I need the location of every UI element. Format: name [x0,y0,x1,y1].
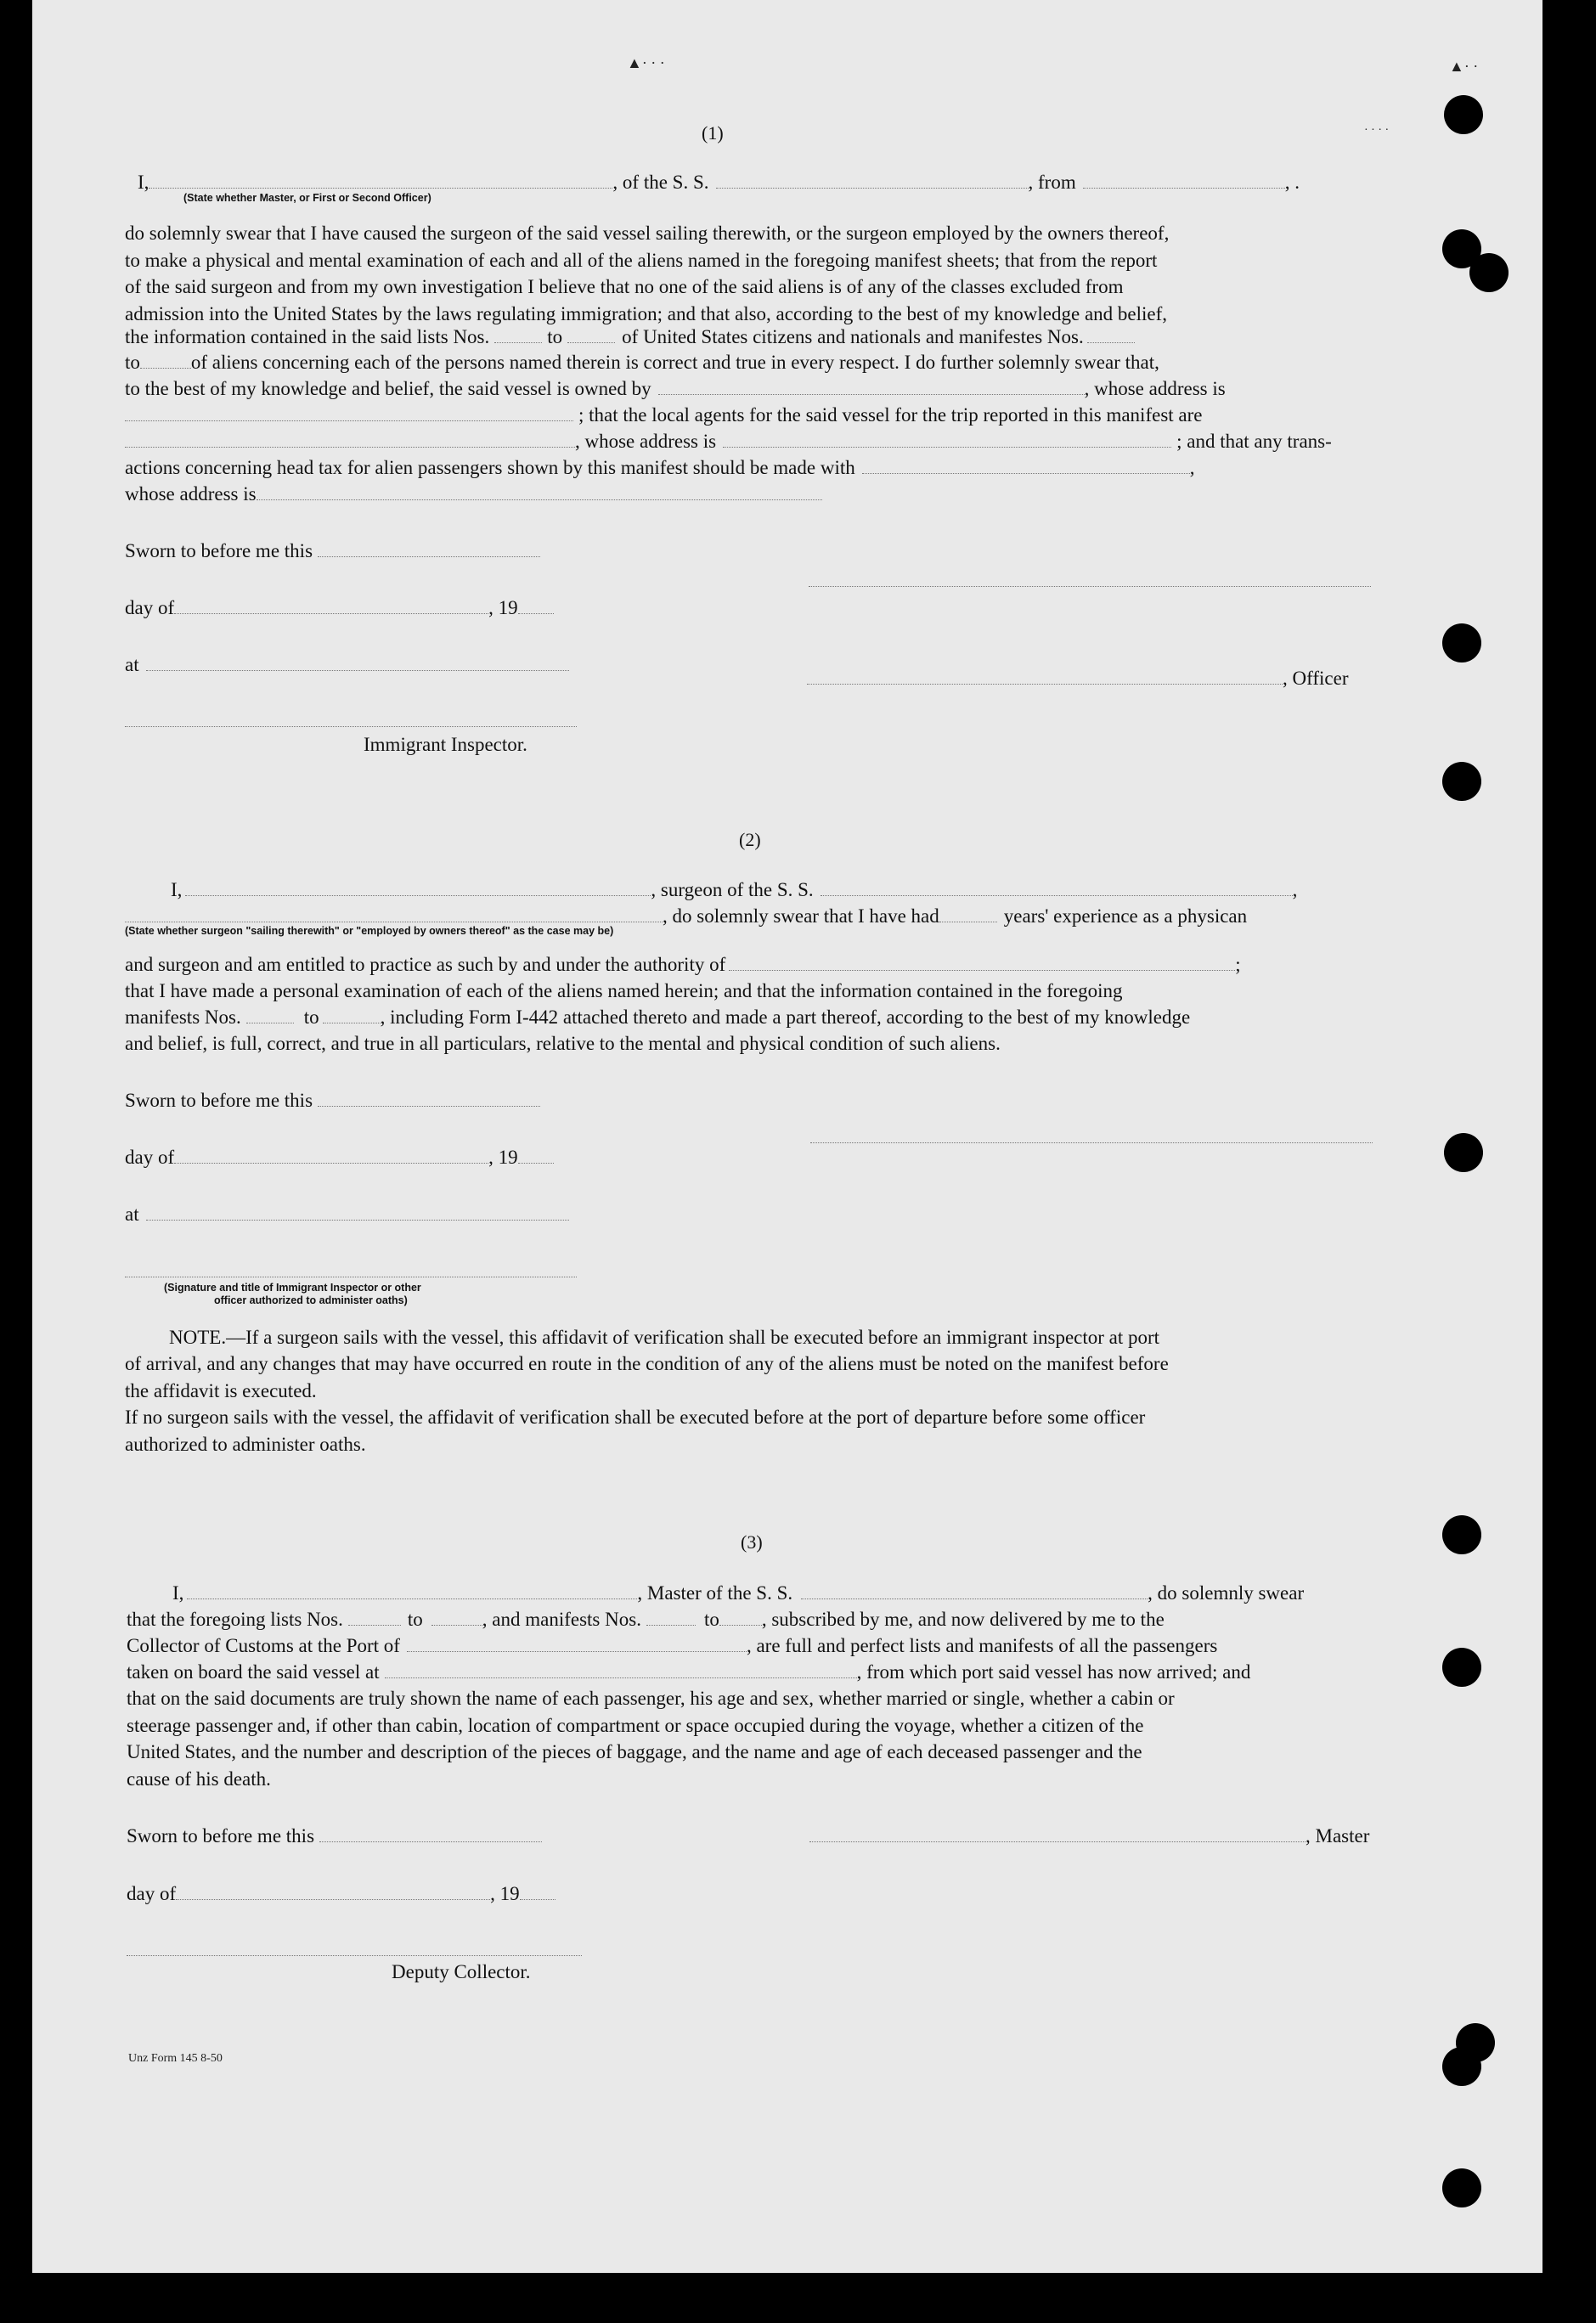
s1-line-11: actions concerning head tax for alien passengers shown by this manifest should be made with , [125,457,1195,478]
surgeon-name-field[interactable] [185,880,651,896]
note-paragraph-1: NOTE.—If a surgeon sails with the vessel, this affidavit of verification shall be executed before an immigrant inspector at port [169,1327,1160,1348]
s3-vessel-name-field[interactable] [801,1583,1148,1599]
embark-port-field[interactable] [385,1662,857,1678]
punch-hole [1442,2047,1481,2086]
punch-hole [1442,762,1481,801]
master-signature-field[interactable] [809,1826,1306,1842]
s3-line-2: that the foregoing lists Nos. to , and manifests Nos. to , subscribed by me, and now delivered by me to the [127,1609,1165,1630]
scan-mark: ▲· · [1449,58,1479,75]
head-tax-field[interactable] [862,458,1190,474]
s3-manifest-from-field[interactable] [646,1610,696,1626]
s2-line-5: manifests Nos. to , including Form I-442 attached thereto and made a part thereof, according to the best of my knowledge [125,1006,1191,1028]
s2-caption: (State whether surgeon "sailing therewith" or "employed by owners thereof" as the case may be) [125,925,614,937]
head-tax-address-field[interactable] [257,484,822,500]
s3-line-3: Collector of Customs at the Port of , are full and perfect lists and manifests of all the passengers [127,1635,1218,1656]
s2-at: at [125,1201,569,1227]
manifest-to-field[interactable] [140,352,191,369]
punch-hole [1442,1515,1481,1554]
s3-lists-to-field[interactable] [431,1610,482,1626]
local-agents-field[interactable] [125,431,575,448]
s3-manifest-to-field[interactable] [719,1610,762,1626]
punch-hole [1444,1133,1483,1172]
s1-line-1: I, , of the S. S. , from , . [138,172,1300,193]
agents-address-field[interactable] [723,431,1171,448]
s2-place-field[interactable] [146,1204,569,1221]
punch-hole [1469,253,1509,292]
officer-signature-field[interactable] [807,668,1283,685]
authority-field[interactable] [729,955,1235,971]
form-number: Unz Form 145 8-50 [128,2052,223,2065]
vessel-name-field[interactable] [716,172,1029,189]
s2-manifest-from-field[interactable] [246,1007,294,1023]
s2-signature-line[interactable] [810,1142,1373,1143]
s1-line-12: whose address is [125,481,822,507]
note-paragraph-1-cont: of arrival, and any changes that may have occurred en route in the condition of any of the aliens must be noted on the manifest before the affidavit is executed. [125,1353,1169,1401]
s1-dayof: day of , 19 [125,595,554,621]
s1-line-10: , whose address is ; and that any trans- [125,428,1332,454]
s1-day-field[interactable] [174,598,488,614]
s3-day-field[interactable] [176,1884,490,1900]
s3-sworn-date-field[interactable] [319,1826,542,1842]
s3-line-4: taken on board the said vessel at , from which port said vessel has now arrived; and [127,1661,1251,1683]
years-experience-field[interactable] [939,906,997,922]
punch-hole [1442,1648,1481,1687]
s3-dayof: day of , 19 [127,1880,555,1907]
s2-dayof: day of , 19 [125,1144,554,1170]
s3-master-line: , Master [809,1823,1369,1849]
section-2-number: (2) [739,829,761,850]
s1-year-field[interactable] [518,598,554,614]
punch-hole [1444,95,1483,134]
s2-sworn-date-field[interactable] [318,1091,540,1107]
s3-lists-from-field[interactable] [348,1610,401,1626]
owner-field[interactable] [658,379,1085,395]
scan-mark: · · · · [1364,124,1390,137]
s1-officer-line: , Officer [807,665,1348,691]
s1-line-7: to of aliens concerning each of the persons named therein is correct and true in every respect. I do further solemnly swear that, [125,352,1159,373]
lists-from-field[interactable] [494,327,542,343]
immigrant-inspector-label: Immigrant Inspector. [364,734,527,755]
surgeon-type-field[interactable] [125,906,663,922]
s2-manifest-to-field[interactable] [323,1007,381,1023]
s1-place-field[interactable] [146,655,569,671]
s2-line-4: that I have made a personal examination of each of the aliens named herein; and that the information contained in the foregoing [125,980,1123,1001]
s3-line-1: I, , Master of the S. S. , do solemnly swear [172,1582,1305,1604]
manifest-from-field[interactable] [1087,327,1135,343]
owner-address-field[interactable] [125,405,573,421]
s1-line-8: to the best of my knowledge and belief, the said vessel is owned by , whose address is [125,378,1226,399]
section-3-number: (3) [741,1531,763,1553]
s2-line-6: and belief, is full, correct, and true in all particulars, relative to the mental and physical condition of such aliens. [125,1033,1001,1054]
s2-caption-2b: officer authorized to administer oaths) [214,1294,408,1306]
s2-line-3: and surgeon and am entitled to practice as such by and under the authority of ; [125,954,1241,975]
note-paragraph-2: If no surgeon sails with the vessel, the affidavit of verification shall be executed before at the port of departure before some officer authorized to administer oaths. [125,1407,1146,1455]
s1-sworn-date-field[interactable] [318,541,540,557]
s3-paragraph: that on the said documents are truly shown the name of each passenger, his age and sex, whether married or single, whether a cabin or steerage passenger and, if other than cabin, location of compartment or space occupied during the voyage, whether a citizen of the United States, and the number and description of the pieces of baggage, and the name and age of each deceased passenger and the cause of his death. [127,1688,1175,1790]
scan-mark: ▲· · · [627,54,665,71]
s2-caption-2a: (Signature and title of Immigrant Inspector or other [164,1282,421,1294]
s2-year-field[interactable] [518,1147,554,1164]
s2-line-2: , do solemnly swear that I have had years' experience as a physican [125,903,1247,929]
collector-signature-line[interactable] [127,1955,582,1956]
form-sheet [32,0,1542,2273]
s1-at: at [125,651,569,678]
master-name-field[interactable] [149,172,612,189]
s1-paragraph: do solemnly swear that I have caused the surgeon of the said vessel sailing therewith, or the surgeon employed by the owners thereof, to make a physical and mental examination of each and all of the aliens named in the foregoing manifest sheets; that from the report of the said surgeon and from my own investigation I believe that no one of the said aliens is of any of the classes excluded from admission into the United States by the laws regulating immigration; and that also, according to the best of my knowledge and belief, [125,223,1170,324]
punch-hole [1442,623,1481,663]
s1-line-6: the information contained in the said lists Nos. to of United States citizens and nationals and manifestes Nos. [125,324,1135,350]
punch-hole [1442,2168,1481,2207]
port-field[interactable] [407,1636,747,1652]
s3-year-field[interactable] [520,1884,555,1900]
s2-day-field[interactable] [174,1147,488,1164]
s1-sworn: Sworn to before me this [125,538,540,564]
s3-sworn: Sworn to before me this [127,1823,542,1849]
s3-master-name-field[interactable] [187,1583,637,1599]
s1-signature-line[interactable] [809,586,1371,587]
s1-caption: (State whether Master, or First or Second Officer) [183,192,431,204]
s1-line-9: ; that the local agents for the said vessel for the trip reported in this manifest are [125,402,1202,428]
section-1-number: (1) [702,122,724,144]
s2-sworn: Sworn to before me this [125,1087,540,1114]
deputy-collector-label: Deputy Collector. [392,1961,531,1982]
s2-line-1: I, , surgeon of the S. S. , [171,879,1298,900]
s2-vessel-name-field[interactable] [821,880,1293,896]
lists-to-field[interactable] [567,327,615,343]
inspector-signature-line[interactable] [125,726,577,727]
from-port-field[interactable] [1083,172,1285,189]
